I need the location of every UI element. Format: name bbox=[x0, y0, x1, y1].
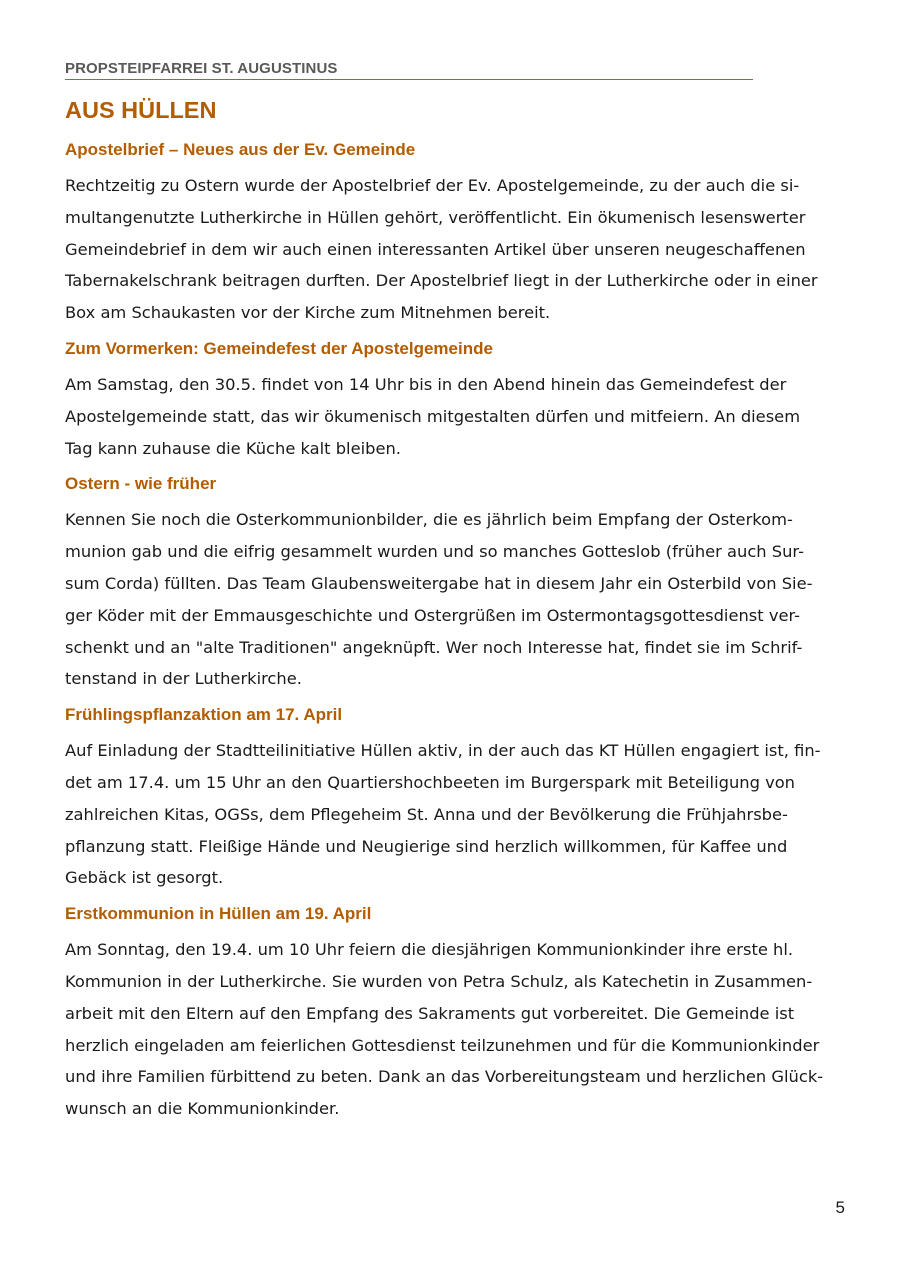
body-text-line: Kennen Sie noch die Osterkommunionbilder, die es jährlich beim Empfang der Osterkom- bbox=[65, 510, 793, 530]
section-heading: Erstkommunion in Hüllen am 19. April bbox=[65, 904, 372, 924]
section-body bbox=[65, 170, 845, 329]
body-text-line: sum Corda) füllten. Das Team Glaubensweitergabe hat in diesem Jahr ein Osterbild von Sie- bbox=[65, 573, 813, 593]
body-text-line: multangenutzte Lutherkirche in Hüllen gehört, veröffentlicht. Ein ökumenisch lesenswerter bbox=[65, 207, 806, 227]
body-text-line: Box am Schaukasten vor der Kirche zum Mitnehmen bereit. bbox=[65, 303, 551, 323]
body-text-line: und ihre Familien fürbittend zu beten. Dank an das Vorbereitungsteam und herzlichen Glück- bbox=[65, 1067, 824, 1087]
section-heading: Frühlingspflanzaktion am 17. April bbox=[65, 705, 343, 725]
body-text-line: Am Samstag, den 30.5. findet von 14 Uhr bis in den Abend hinein das Gemeindefest der bbox=[65, 374, 787, 394]
body-text-line: Gemeindebrief in dem wir auch einen interessanten Artikel über unseren neugeschaffenen bbox=[65, 239, 806, 259]
body-text-line: schenkt und an "alte Traditionen" angeknüpft. Wer noch Interesse hat, findet sie im Schrif- bbox=[65, 637, 803, 657]
article-section bbox=[65, 705, 845, 894]
body-text-line: Tag kann zuhause die Küche kalt bleiben. bbox=[65, 438, 401, 458]
section-heading: Zum Vormerken: Gemeindefest der Apostelgemeinde bbox=[65, 338, 493, 358]
body-text-line: Auf Einladung der Stadtteilinitiative Hüllen aktiv, in der auch das KT Hüllen engagiert ist, fin- bbox=[65, 741, 821, 761]
section-heading: Ostern - wie früher bbox=[65, 474, 217, 494]
article-sections bbox=[65, 140, 845, 1125]
article-section bbox=[65, 140, 845, 329]
section-body bbox=[65, 934, 845, 1125]
body-text-line: wunsch an die Kommunionkinder. bbox=[65, 1099, 340, 1119]
body-text-line: Apostelgemeinde statt, das wir ökumenisch mitgestalten dürfen und mitfeiern. An diesem bbox=[65, 406, 801, 426]
body-text-line: Gebäck ist gesorgt. bbox=[65, 868, 224, 888]
body-text-line: ger Köder mit der Emmausgeschichte und Ostergrüßen im Ostermontagsgottesdienst ver- bbox=[65, 605, 801, 625]
article-section bbox=[65, 339, 845, 464]
section-body bbox=[65, 735, 845, 894]
parish-name: PROPSTEIPFARREI ST. AUGUSTINUS bbox=[65, 60, 338, 77]
section-body bbox=[65, 369, 845, 464]
body-text-line: zahlreichen Kitas, OGSs, dem Pflegeheim St. Anna und der Bevölkerung die Frühjahrsbe- bbox=[65, 804, 788, 824]
body-text-line: Am Sonntag, den 19.4. um 10 Uhr feiern die diesjährigen Kommunionkinder ihre erste hl. bbox=[65, 940, 794, 960]
running-header bbox=[65, 58, 753, 80]
body-text-line: Tabernakelschrank beitragen durften. Der Apostelbrief liegt in der Lutherkirche oder in einer bbox=[65, 271, 818, 291]
section-heading: Apostelbrief – Neues aus der Ev. Gemeinde bbox=[65, 140, 416, 159]
body-text-line: Rechtzeitig zu Ostern wurde der Apostelbrief der Ev. Apostelgemeinde, zu der auch die si- bbox=[65, 176, 800, 195]
body-text-line: arbeit mit den Eltern auf den Empfang des Sakraments gut vorbereitet. Die Gemeinde ist bbox=[65, 1003, 795, 1023]
body-text-line: pflanzung statt. Fleißige Hände und Neugierige sind herzlich willkommen, für Kaffee und bbox=[65, 836, 788, 856]
article-section bbox=[65, 474, 845, 695]
article-section bbox=[65, 904, 845, 1125]
body-text-line: det am 17.4. um 15 Uhr an den Quartiershochbeeten im Burgerspark mit Beteiligung von bbox=[65, 772, 796, 792]
body-text-line: Kommunion in der Lutherkirche. Sie wurden von Petra Schulz, als Katechetin in Zusammen- bbox=[65, 971, 813, 991]
document-page bbox=[65, 58, 845, 1135]
page-number: 5 bbox=[835, 1198, 845, 1217]
body-text-line: munion gab und die eifrig gesammelt wurden und so manches Gotteslob (früher auch Sur- bbox=[65, 542, 804, 562]
body-text-line: herzlich eingeladen am feierlichen Gottesdienst teilzunehmen und für die Kommunionkinder bbox=[65, 1035, 820, 1055]
page-title: AUS HÜLLEN bbox=[65, 97, 217, 123]
body-text-line: tenstand in der Lutherkirche. bbox=[65, 669, 302, 689]
section-body bbox=[65, 504, 845, 695]
